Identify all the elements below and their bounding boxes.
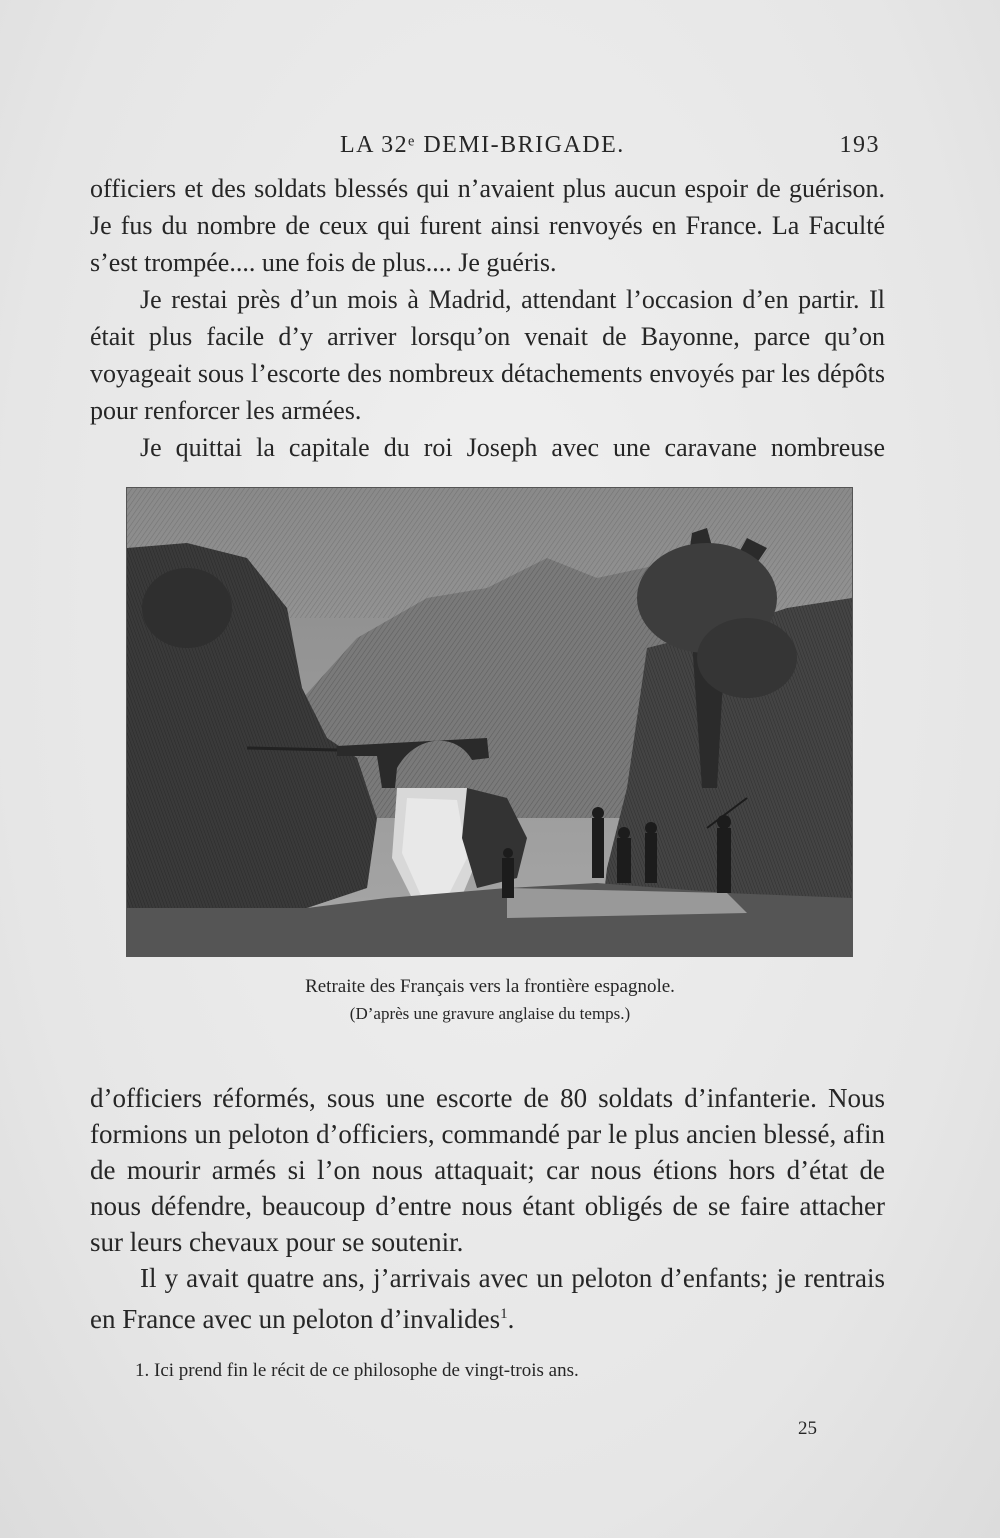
paragraph-end: .: [507, 1304, 515, 1334]
paragraph: [90, 1260, 885, 1337]
engraving-image: [127, 488, 852, 956]
signature-mark: 25: [798, 1418, 817, 1439]
running-title: LA 32ᵉ DEMI-BRIGADE.: [340, 132, 625, 158]
body-text-top: [90, 170, 885, 466]
paragraph: Je quittai la capitale du roi Joseph avec une caravane nombreuse: [140, 433, 885, 462]
body-text-bottom: [90, 1080, 885, 1337]
footnote-reference: 1: [500, 1306, 508, 1322]
page-number: 193: [839, 132, 880, 158]
footnote: 1. Ici prend fin le récit de ce philosophe de vingt-trois ans.: [135, 1360, 579, 1381]
running-header: [90, 128, 890, 164]
paragraph: Je restai près d’un mois à Madrid, attendant l’occasion d’en partir. Il était plus facile d’y arriver lorsqu’on venait de Bayonne, parce qu’on voyageait sous l’escorte des nombreux détachements envoyés par les dépôts pour renforcer les armées.: [90, 285, 885, 425]
paragraph: officiers et des soldats blessés qui n’avaient plus aucun espoir de guérison. Je fus du nombre de ceux qui furent ainsi renvoyés en France. La Faculté s’est trompée.... une fois de plus.... Je guéris.: [90, 174, 885, 277]
paragraph-text: Il y avait quatre ans, j’arrivais avec un peloton d’enfants; je rentrais en France avec un peloton d’invalides: [90, 1263, 885, 1334]
figure-source: (D’après une gravure anglaise du temps.): [349, 1004, 631, 1023]
engraving-illustration: [127, 488, 852, 956]
paragraph: d’officiers réformés, sous une escorte de 80 soldats d’infanterie. Nous formions un peloton d’officiers, commandé par le plus ancien blessé, afin de mourir armés si l’on nous attaquait; car nous étions hors d’état de nous défendre, beaucoup d’entre nous étant obligés de se faire attacher sur leurs chevaux pour se soutenir.: [90, 1083, 885, 1257]
figure-caption: Retraite des Français vers la frontière espagnole.: [305, 976, 675, 997]
